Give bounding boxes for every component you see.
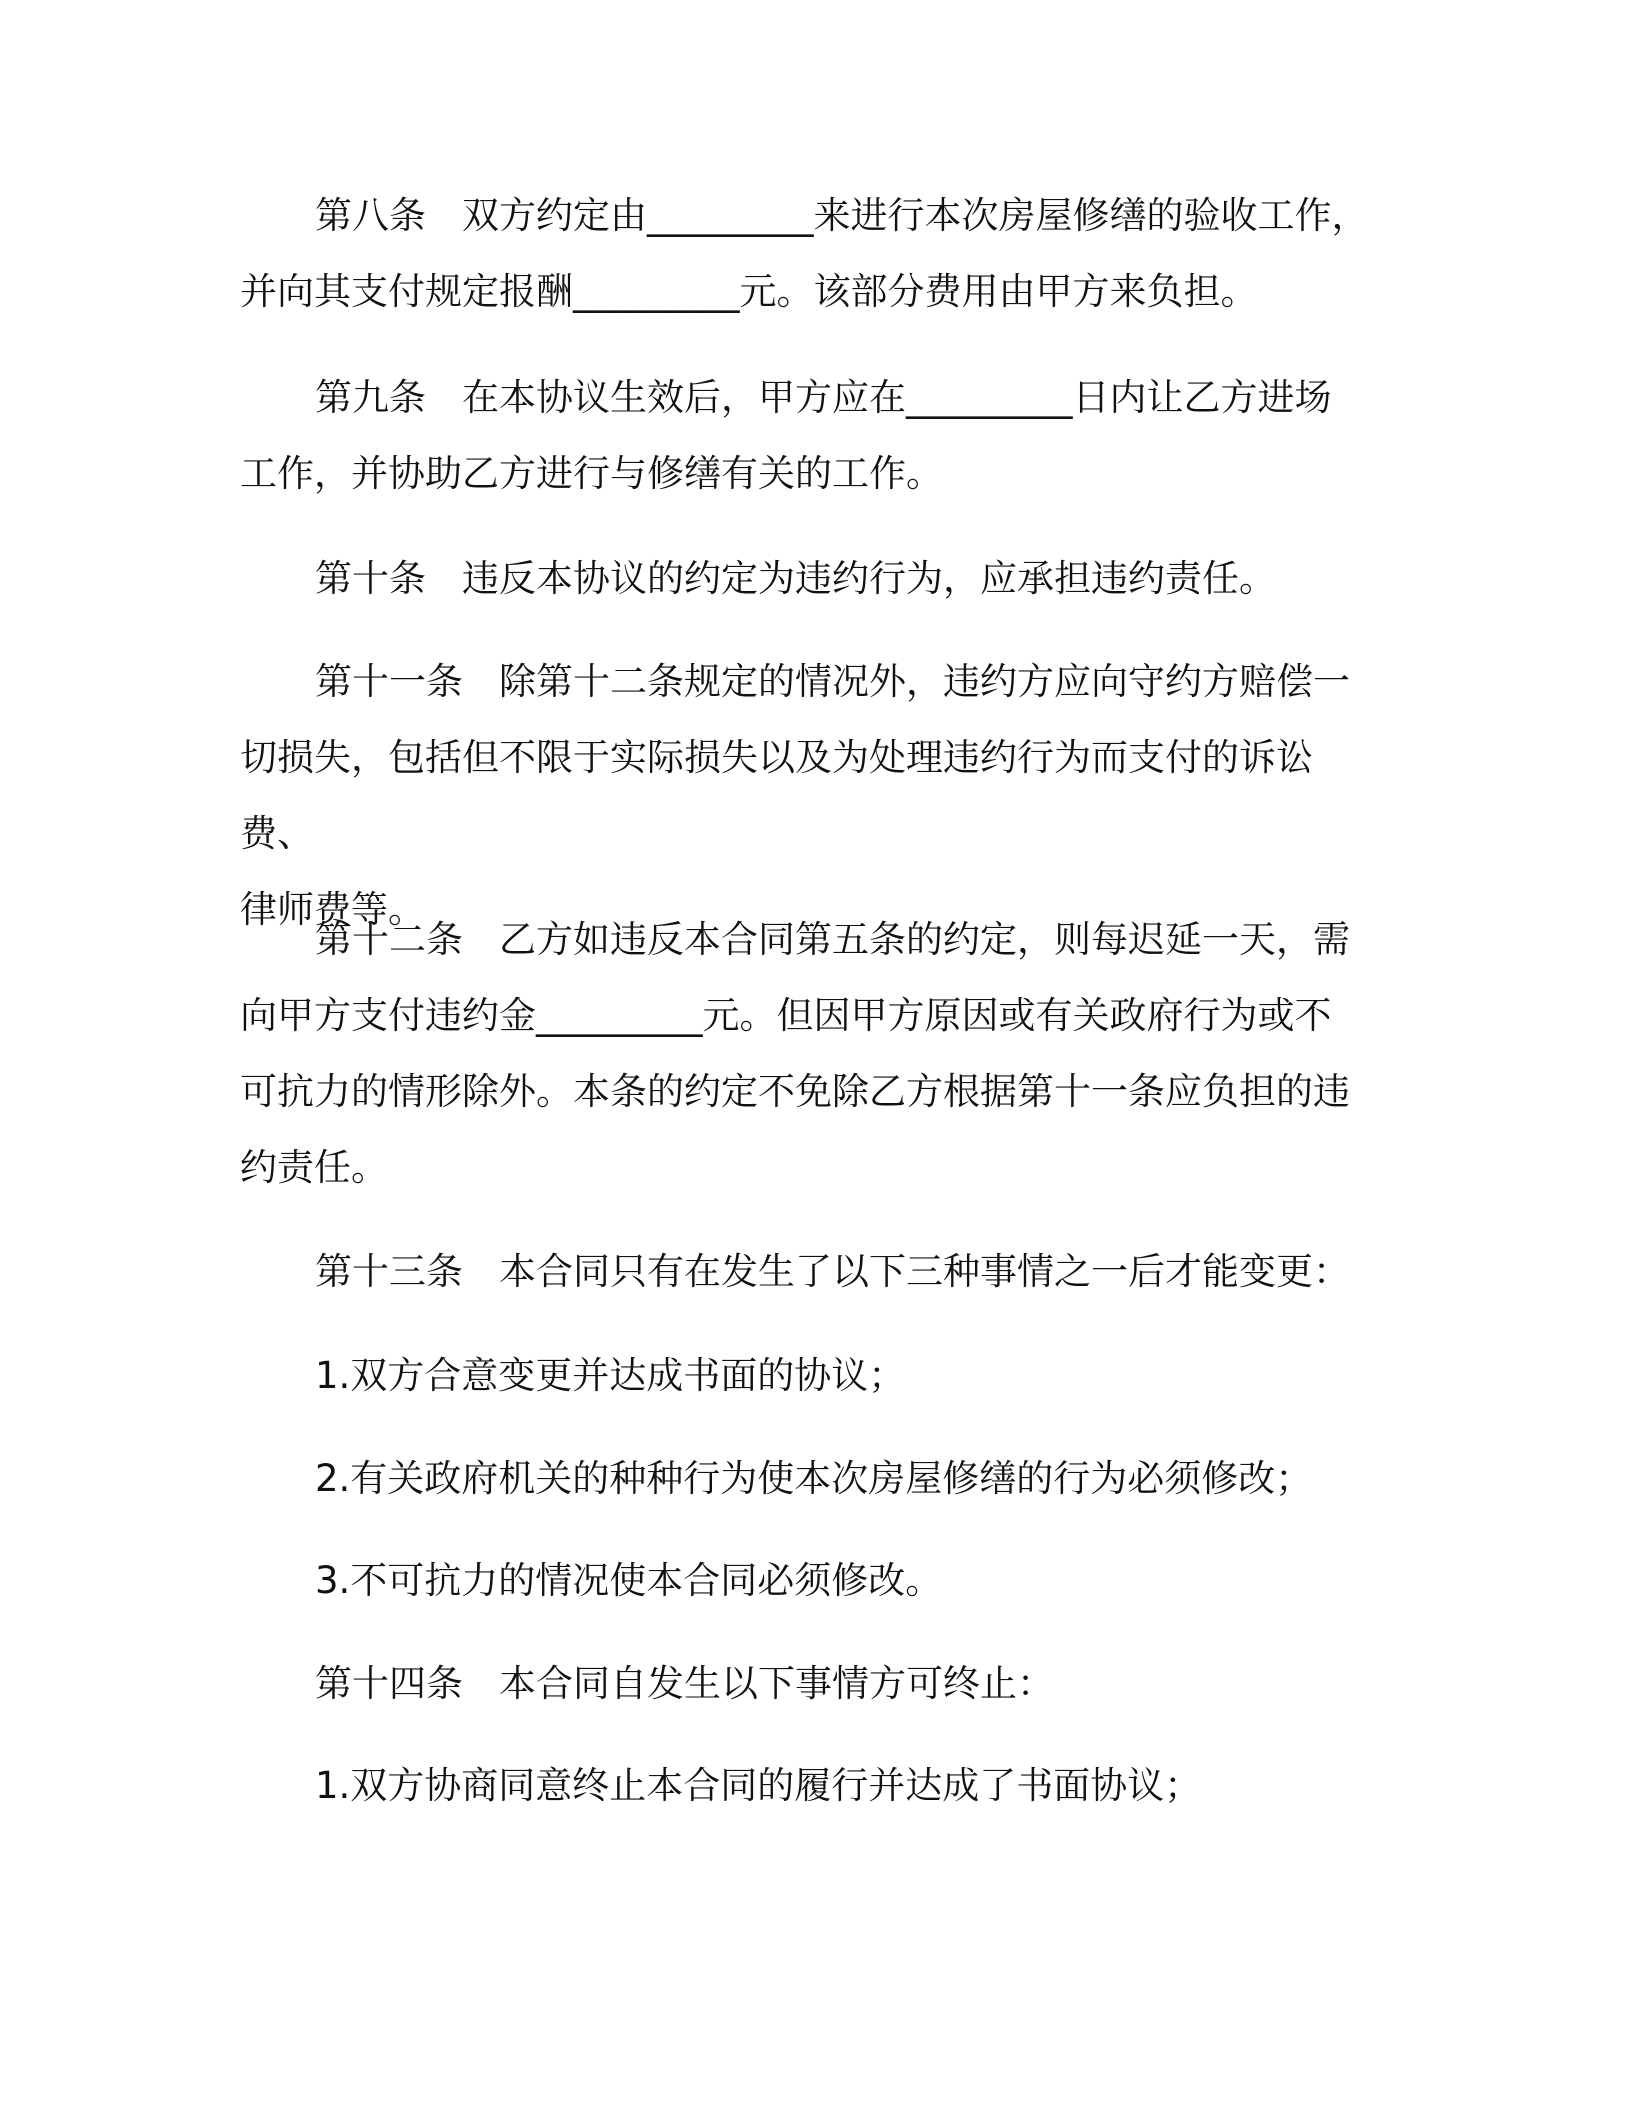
article-14-line-1: 第十四条 本合同自发生以下事情方可终止： — [315, 1662, 1054, 1705]
article-12 — [240, 902, 1380, 1206]
article-12-line-3: 可抗力的情形除外。本条的约定不免除乙方根据第十一条应负担的违 — [240, 1070, 1350, 1113]
article-13-line-1: 第十三条 本合同只有在发生了以下三种事情之一后才能变更： — [315, 1250, 1350, 1293]
article-heading: 第十四条 — [315, 1662, 463, 1705]
article-8 — [240, 178, 1380, 330]
article-heading: 第九条 — [315, 376, 426, 419]
article-heading: 第十二条 — [315, 918, 463, 961]
article-heading: 第十条 — [315, 557, 426, 600]
article-13-item-1: 1.双方合意变更并达成书面的协议； — [315, 1354, 906, 1397]
article-12-line-1: 第十二条 乙方如违反本合同第五条的约定，则每迟延一天，需 — [315, 918, 1350, 961]
article-12-line-4: 约责任。 — [240, 1146, 388, 1189]
article-heading: 第十一条 — [315, 660, 463, 703]
article-8-line-1: 第八条 双方约定由_________来进行本次房屋修缮的验收工作， — [315, 194, 1369, 237]
article-11-line-3: 律师费等。 — [240, 888, 425, 931]
article-14-item-1: 1.双方协商同意终止本合同的履行并达成了书面协议； — [315, 1764, 1202, 1807]
article-12-line-2: 向甲方支付违约金_________元。但因甲方原因或有关政府行为或不 — [240, 994, 1332, 1037]
article-11-line-2: 切损失，包括但不限于实际损失以及为处理违约行为而支付的诉讼费、 — [240, 736, 1313, 855]
article-9-line-2: 工作，并协助乙方进行与修缮有关的工作。 — [240, 452, 943, 495]
article-13 — [240, 1234, 1380, 1310]
article-9-line-1: 第九条 在本协议生效后，甲方应在_________日内让乙方进场 — [315, 376, 1332, 419]
article-8-line-2: 并向其支付规定报酬_________元。该部分费用由甲方来负担。 — [240, 270, 1258, 313]
article-10-line-1: 第十条 违反本协议的约定为违约行为，应承担违约责任。 — [315, 557, 1276, 600]
article-13-item-2: 2.有关政府机关的种种行为使本次房屋修缮的行为必须修改； — [315, 1457, 1313, 1500]
article-9 — [240, 360, 1380, 512]
article-10 — [240, 541, 1380, 617]
article-13-item-3: 3.不可抗力的情况使本合同必须修改。 — [315, 1559, 943, 1602]
article-14 — [240, 1646, 1380, 1722]
article-11-line-1: 第十一条 除第十二条规定的情况外，违约方应向守约方赔偿一 — [315, 660, 1350, 703]
article-heading: 第十三条 — [315, 1250, 463, 1293]
article-heading: 第八条 — [315, 194, 426, 237]
